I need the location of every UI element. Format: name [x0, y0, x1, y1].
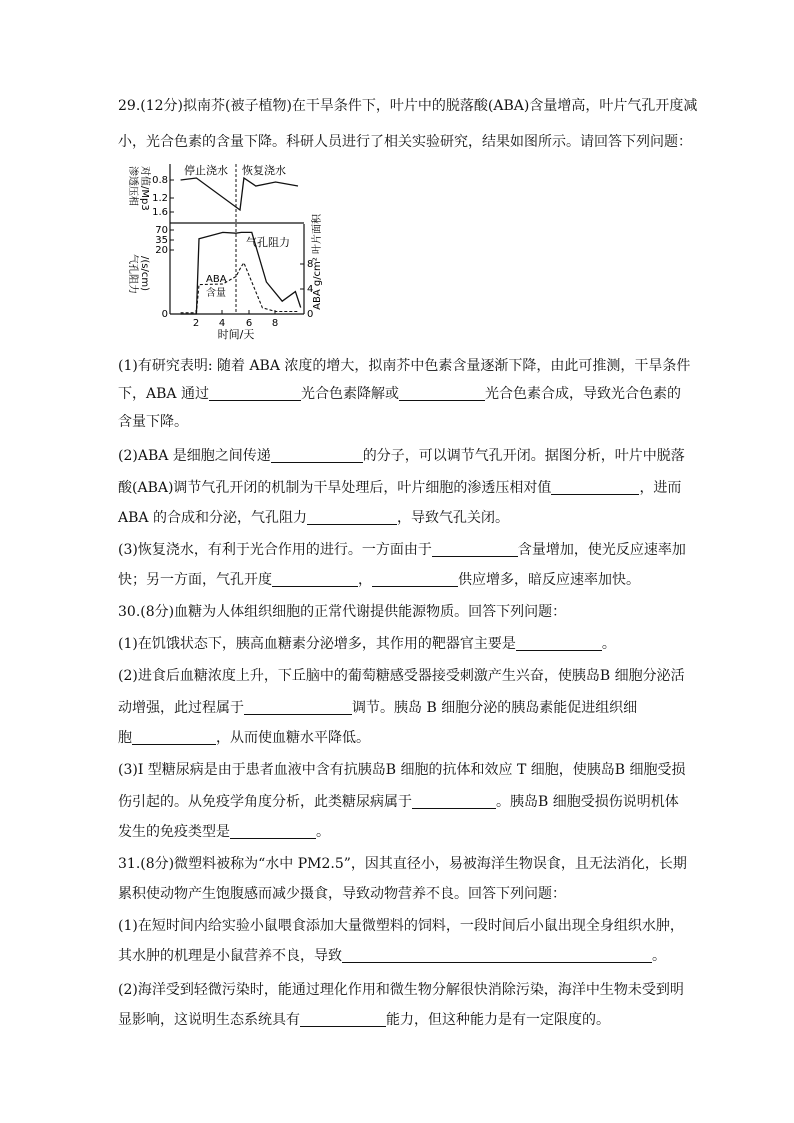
- xtick-1: 4: [218, 318, 226, 329]
- answer-blank[interactable]: [372, 572, 458, 587]
- label-resume-watering: 恢复浇水: [242, 164, 286, 177]
- q30-p3-c: [118, 822, 678, 842]
- q29-p1-a: (1)有研究表明: 随着 ABA 浓度的增大，拟南芥中色素含量逐渐下降，由此可推测，干旱条件: [118, 358, 691, 374]
- y-label-top-1: 渗透压相: [127, 166, 138, 206]
- q29-p3-a1: (3)恢复浇水，有利于光合作用的进行。一方面由于: [118, 542, 432, 558]
- q31-p1-b1: 其水肿的机理是小鼠营养不良，导致: [118, 948, 342, 964]
- label-aba-2: 含量: [206, 288, 226, 299]
- answer-blank[interactable]: [209, 386, 301, 401]
- q29-p2-c1: ABA 的合成和分泌，气孔阻力: [118, 510, 307, 526]
- q29-p3-b: [118, 570, 678, 590]
- q31-p2-b2: 能力，但这种能力是有一定限度的。: [386, 1012, 610, 1028]
- q29-p1-b1: 下，ABA 通过: [118, 386, 209, 402]
- q29-p1-b: [118, 384, 681, 404]
- q31-p1-b2: 。: [652, 948, 666, 964]
- osmotic-pressure-line: [181, 178, 298, 210]
- ytick-left-3: 0: [161, 309, 168, 320]
- q30-p3-c1: 发生的免疫类型是: [118, 824, 230, 840]
- label-aba-1: ABA: [206, 274, 227, 285]
- q30-p1: [118, 634, 678, 654]
- q29-p2-b: [118, 478, 682, 498]
- q29-line1: 29.(12分)拟南芥(被子植物)在干旱条件下，叶片中的脱落酸(ABA)含量增高，叶片气孔开度减: [118, 98, 698, 114]
- q31-p1-b: [118, 946, 678, 966]
- xtick-2: 6: [245, 318, 253, 329]
- ytick-top-0: 0.8: [152, 175, 168, 186]
- q30-p2-c: [118, 728, 678, 748]
- q30-p2-b: [118, 698, 678, 718]
- label-stop-watering: 停止浇水: [184, 164, 228, 177]
- q29-p3-b1: 快；另一方面，气孔开度: [118, 572, 272, 588]
- q30-p3-b2: 。胰岛B 细胞受损伤说明机体: [496, 794, 679, 810]
- q29-p2-b2: ，进而: [639, 480, 682, 496]
- q29-p1-b2: 光合色素降解或: [300, 386, 399, 402]
- answer-blank[interactable]: [272, 572, 358, 587]
- q29-p1-b3: 光合色素合成，导致光合色素的: [484, 386, 681, 402]
- x-axis-label: 时间/天: [217, 328, 255, 341]
- ytick-right-1: 4: [307, 284, 314, 295]
- answer-blank[interactable]: [399, 386, 485, 401]
- q30-p3-b1: 伤引起的。从免疫学角度分析，此类糖尿病属于: [118, 794, 412, 810]
- q31-p2-a: (2)海洋受到轻微污染时，能通过理化作用和微生物分解很快消除污染，海洋中生物未受到明: [118, 982, 684, 998]
- answer-blank[interactable]: [271, 448, 363, 463]
- q30-p3-a: (3)I 型糖尿病是由于患者血液中含有抗胰岛B 细胞的抗体和效应 T 细胞，使胰岛B 细胞受损: [118, 762, 686, 778]
- answer-blank[interactable]: [412, 794, 496, 809]
- q29-p3-a: [118, 540, 686, 560]
- ytick-right-2: 0: [307, 309, 314, 320]
- q29-p2-c: [118, 508, 678, 528]
- answer-blank[interactable]: [300, 1012, 386, 1027]
- q31-intro-a: 31.(8分)微塑料被称为“水中 PM2.5”，因其直径小，易被海洋生物误食，且无法消化，长期: [118, 856, 687, 872]
- q29-p1-c: 含量下降。: [118, 414, 188, 430]
- q30-p2-a: (2)进食后血糖浓度上升，下丘脑中的葡萄糖感受器接受刺激产生兴奋，使胰岛B 细胞分泌活: [118, 668, 685, 684]
- q29-p2-c2: ，导致气孔关闭。: [396, 510, 509, 526]
- xtick-0: 2: [192, 318, 200, 329]
- q30-p2-c1: 胞: [118, 730, 132, 746]
- q30-intro: 30.(8分)血糖为人体组织细胞的正常代谢提供能源物质。回答下列问题：: [118, 604, 567, 620]
- q29-line2: 小，光合色素的含量下降。科研人员进行了相关实验研究，结果如图所示。请回答下列问题：: [118, 134, 692, 150]
- answer-blank[interactable]: [432, 542, 518, 557]
- ytick-left-1: 35: [155, 235, 168, 246]
- q31-intro-b: 累积使动物产生饱腹感而减少摄食，导致动物营养不良。回答下列问题：: [118, 886, 566, 902]
- ytick-top-2: 1.6: [152, 207, 168, 218]
- q29-p3-b3: 供应增多，暗反应速率加快。: [458, 572, 640, 588]
- q30-p2-b1: 动增强，此过程属于: [118, 700, 244, 716]
- q29-p3-a2: 含量增加，使光反应速率加: [517, 542, 686, 558]
- experiment-figure: [118, 158, 323, 341]
- answer-blank[interactable]: [307, 510, 397, 525]
- y-label-right: ABA g/cm² 叶片面积: [312, 214, 323, 310]
- q31-p1-a: (1)在短时间内给实验小鼠喂食添加大量微塑料的饲料，一段时间后小鼠出现全身组织水肿，: [118, 918, 684, 934]
- q29-p2-a2: 的分子，可以调节气孔开闭。据图分析，叶片中脱落: [362, 448, 685, 464]
- q30-p2-c2: ，从而使血糖水平降低。: [216, 730, 370, 746]
- xtick-3: 8: [271, 318, 279, 329]
- q29-p2-a1: (2)ABA 是细胞之间传递: [118, 448, 271, 464]
- ytick-top-1: 1.2: [152, 193, 168, 204]
- answer-blank[interactable]: [342, 948, 652, 963]
- q30-p1-2: 。: [601, 636, 616, 652]
- ytick-left-0: 70: [155, 225, 168, 236]
- answer-blank[interactable]: [132, 730, 216, 745]
- q29-p2-a: [118, 446, 685, 466]
- q31-p2-b: [118, 1010, 678, 1030]
- ytick-left-2: 20: [155, 245, 168, 256]
- y-label-top-2: 对值/Mp3: [139, 166, 150, 211]
- q30-p2-b2: 调节。胰岛 B 细胞分泌的胰岛素能促进组织细: [352, 700, 638, 716]
- answer-blank[interactable]: [244, 700, 352, 715]
- y-label-bottom-2: /(s/cm): [139, 256, 150, 291]
- answer-blank[interactable]: [516, 636, 602, 651]
- q30-p3-c2: 。: [316, 824, 330, 840]
- q31-p2-b1: 显影响，这说明生态系统具有: [118, 1012, 300, 1028]
- answer-blank[interactable]: [230, 824, 316, 839]
- q29-p2-b1: 酸(ABA)调节气孔开闭的机制为干旱处理后，叶片细胞的渗透压相对值: [118, 480, 552, 496]
- q30-p3-b: [118, 792, 678, 812]
- y-label-bottom-1: 气孔阻力: [127, 254, 138, 294]
- label-stomatal-resistance: 气孔阻力: [246, 236, 290, 249]
- q29-p3-b2: ，: [358, 572, 372, 588]
- q30-p1-1: (1)在饥饿状态下，胰高血糖素分泌增多，其作用的靶器官主要是: [118, 636, 516, 652]
- answer-blank[interactable]: [551, 480, 639, 495]
- ytick-right-0: 8: [307, 259, 314, 270]
